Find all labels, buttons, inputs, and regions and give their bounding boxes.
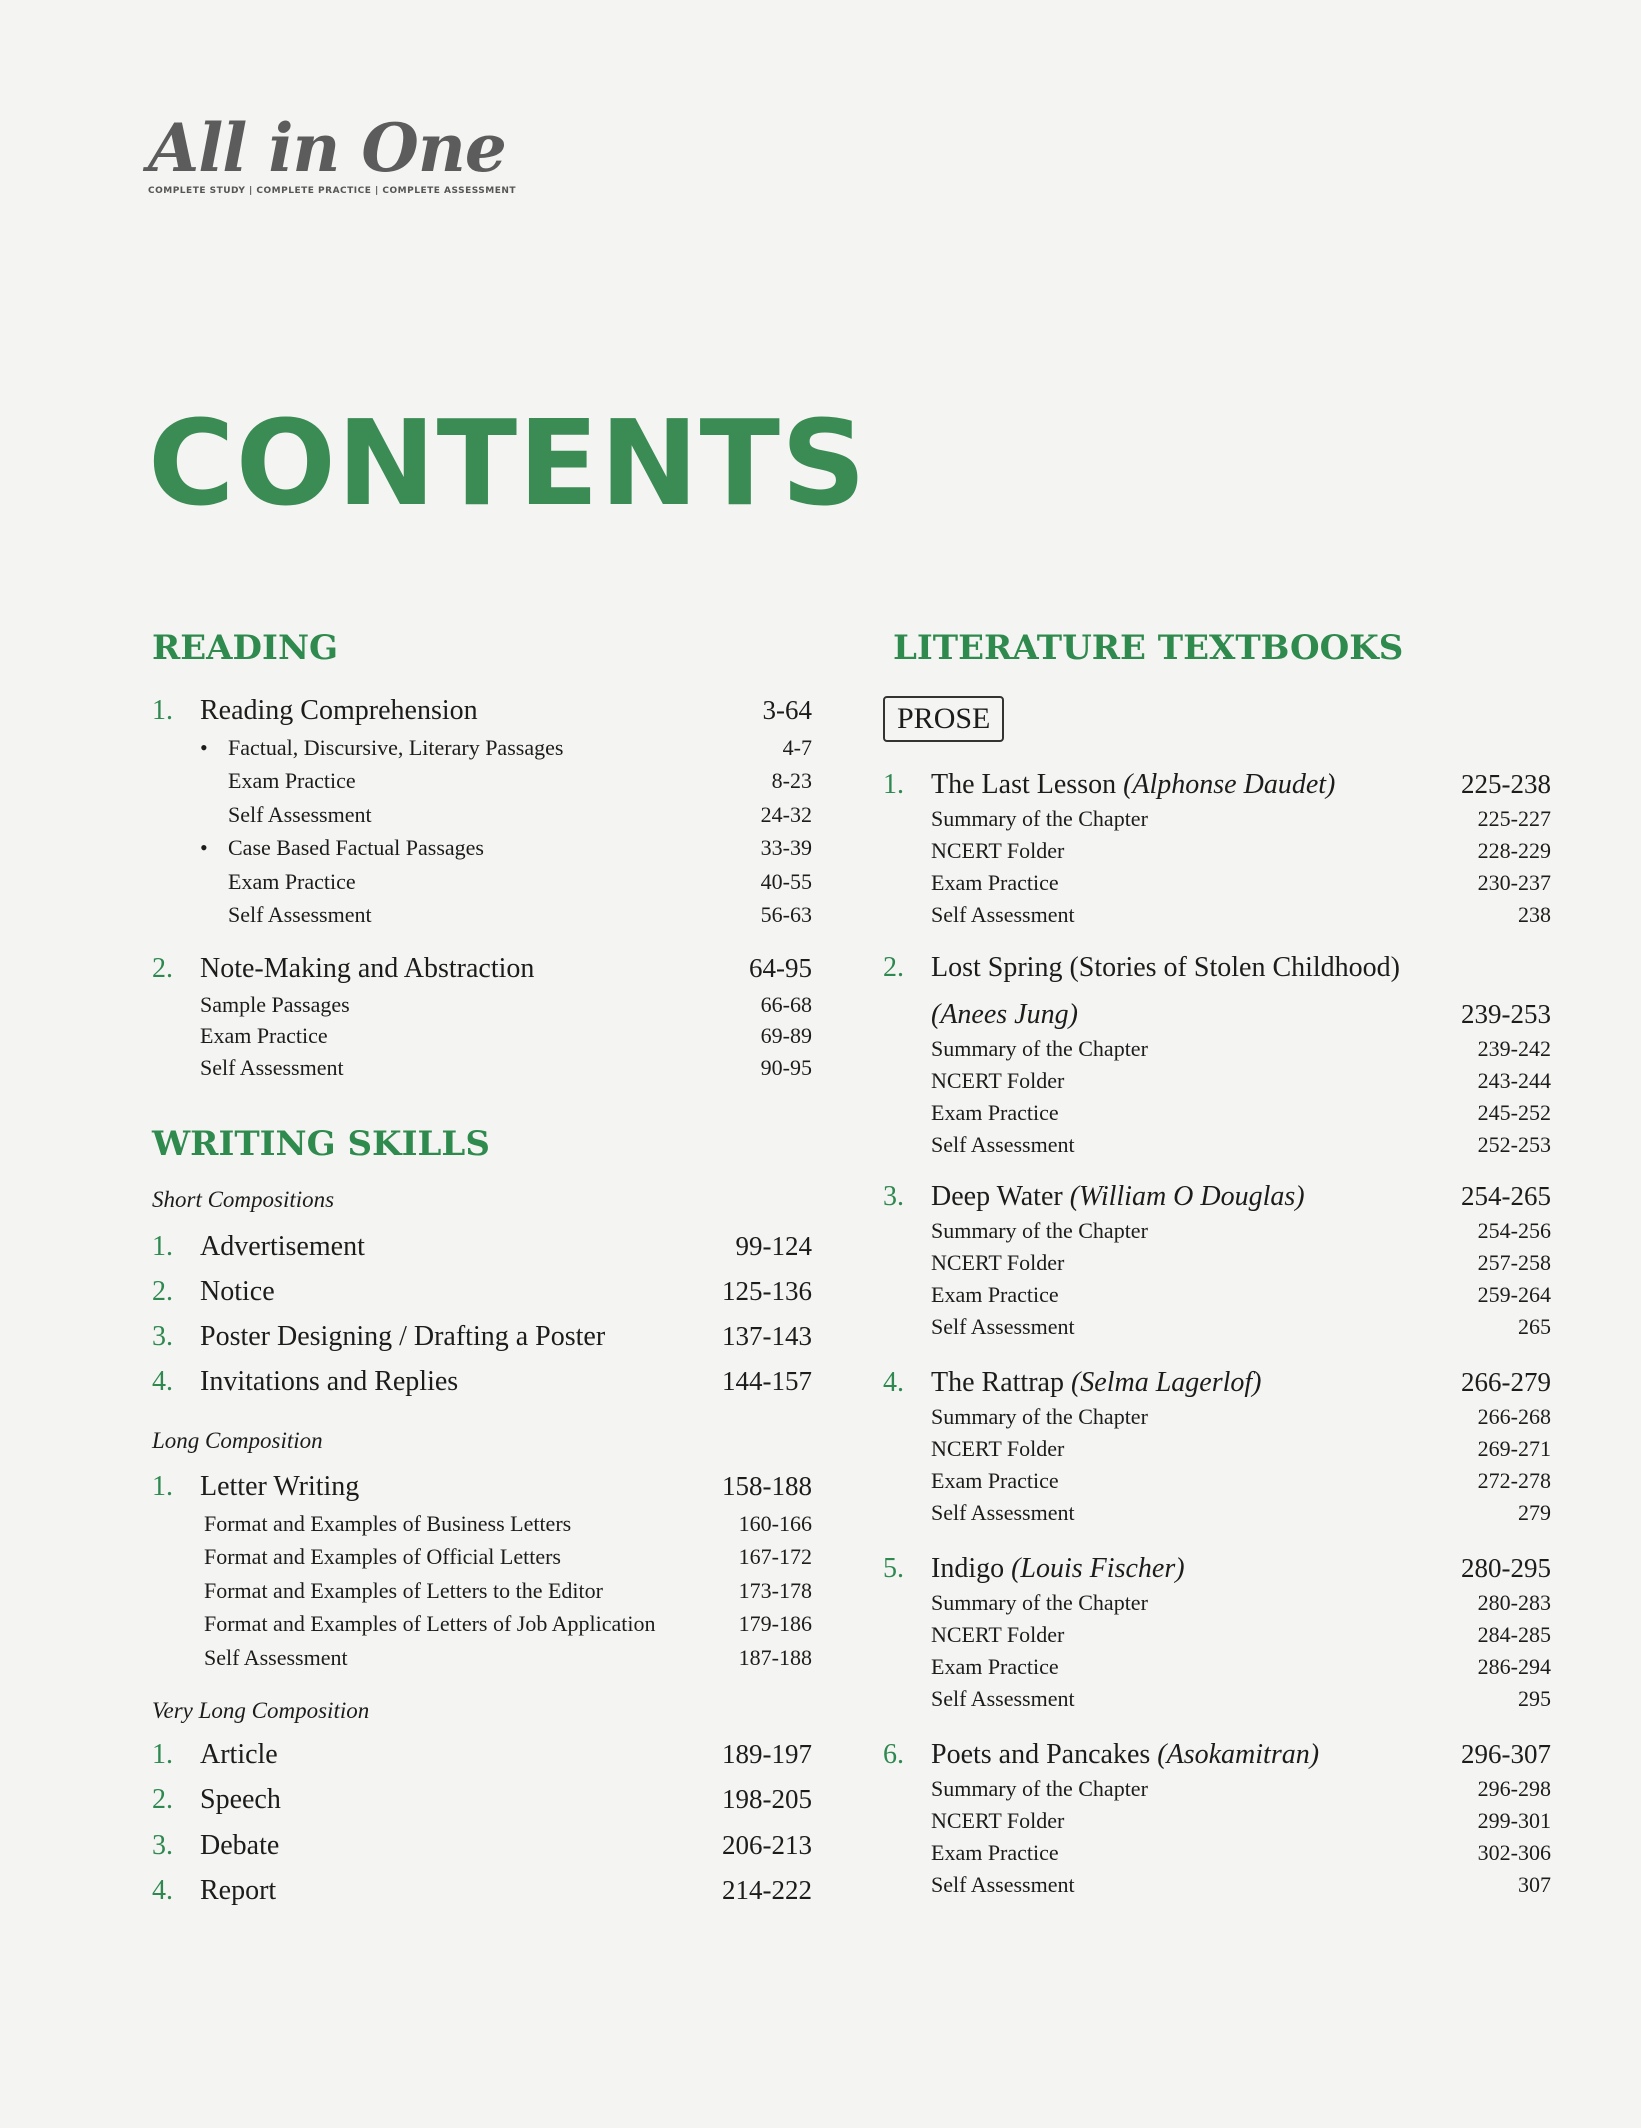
subentry-title: Self Assessment bbox=[204, 1645, 348, 1670]
entry-number: 1. bbox=[152, 1231, 173, 1262]
chapter-subentry[interactable] bbox=[883, 1098, 1551, 1128]
subentry-pages: 279 bbox=[1518, 1500, 1551, 1525]
toc-entry[interactable] bbox=[152, 1318, 812, 1355]
subentry-pages: 269-271 bbox=[1477, 1436, 1551, 1461]
subentry-pages: 239-242 bbox=[1477, 1036, 1551, 1061]
chapter-entry-author-line[interactable] bbox=[883, 996, 1551, 1033]
chapter-subentry[interactable] bbox=[883, 1248, 1551, 1278]
publisher-logo bbox=[148, 109, 517, 196]
subentry-pages: 225-227 bbox=[1477, 806, 1551, 831]
chapter-title-group bbox=[931, 767, 1461, 803]
chapter-subentry[interactable] bbox=[883, 804, 1551, 834]
entry-title: Notice bbox=[200, 1276, 275, 1307]
entry-pages: 137-143 bbox=[722, 1321, 812, 1351]
chapter-entry[interactable] bbox=[883, 1550, 1551, 1587]
short-compositions-label: Short Compositions bbox=[152, 1187, 335, 1212]
entry-pages: 144-157 bbox=[722, 1366, 812, 1396]
subentry-title: Self Assessment bbox=[931, 1872, 1075, 1897]
chapter-title-group bbox=[931, 1365, 1461, 1401]
very-long-composition-label: Very Long Composition bbox=[152, 1698, 370, 1723]
chapter-pages: 280-295 bbox=[1461, 1553, 1551, 1583]
chapter-subentry[interactable] bbox=[883, 836, 1551, 866]
chapter-number: 3. bbox=[883, 1181, 904, 1212]
subentry-title: Summary of the Chapter bbox=[931, 806, 1148, 831]
bullet-icon: • bbox=[200, 735, 208, 760]
entry-title: Advertisement bbox=[200, 1231, 365, 1262]
subentry-pages: 40-55 bbox=[760, 869, 812, 894]
subentry-title: Format and Examples of Letters of Job Application bbox=[204, 1611, 656, 1636]
subentry-pages: 56-63 bbox=[760, 902, 812, 927]
chapter-subentry[interactable] bbox=[883, 1216, 1551, 1246]
chapter-subentry[interactable] bbox=[883, 1838, 1551, 1868]
toc-entry[interactable] bbox=[152, 1363, 812, 1400]
chapter-subentry[interactable] bbox=[883, 1466, 1551, 1496]
subentry-title: Exam Practice bbox=[931, 1100, 1059, 1125]
logo-wordmark: All in One bbox=[148, 109, 506, 187]
toc-subentry[interactable] bbox=[152, 990, 812, 1020]
chapter-subentry[interactable] bbox=[883, 1402, 1551, 1432]
subentry-title: NCERT Folder bbox=[931, 1250, 1065, 1275]
chapter-subentry[interactable] bbox=[883, 1620, 1551, 1650]
subentry-pages: 296-298 bbox=[1477, 1776, 1551, 1801]
subentry-title: Summary of the Chapter bbox=[931, 1218, 1148, 1243]
chapter-number: 5. bbox=[883, 1553, 904, 1584]
subentry-title: Case Based Factual Passages bbox=[228, 835, 484, 860]
toc-entry[interactable] bbox=[152, 1273, 812, 1310]
subentry-pages: 302-306 bbox=[1477, 1840, 1551, 1865]
toc-subentry[interactable] bbox=[152, 833, 812, 863]
subentry-pages: 24-32 bbox=[760, 802, 812, 827]
chapter-author: (William O Douglas) bbox=[1069, 1181, 1305, 1212]
entry-number: 2. bbox=[152, 953, 173, 984]
reading-heading: READING bbox=[152, 628, 339, 668]
subentry-pages: 228-229 bbox=[1477, 838, 1551, 863]
entry-title: Invitations and Replies bbox=[200, 1366, 459, 1397]
literature-textbooks-heading: LITERATURE TEXTBOOKS bbox=[893, 628, 1404, 668]
subentry-pages: 295 bbox=[1518, 1686, 1551, 1711]
toc-subentry[interactable] bbox=[152, 1053, 812, 1083]
chapter-author: (Asokamitran) bbox=[1157, 1739, 1320, 1770]
subentry-pages: 299-301 bbox=[1477, 1808, 1551, 1833]
writing-skills-heading: WRITING SKILLS bbox=[152, 1124, 490, 1164]
chapter-title: The Last Lesson bbox=[931, 769, 1117, 800]
toc-subentry[interactable] bbox=[152, 800, 812, 830]
subentry-pages: 187-188 bbox=[738, 1645, 812, 1670]
toc-subentry[interactable] bbox=[152, 1509, 812, 1539]
toc-entry[interactable] bbox=[152, 1872, 812, 1909]
subentry-title: Self Assessment bbox=[200, 1055, 344, 1080]
subentry-title: Summary of the Chapter bbox=[931, 1776, 1148, 1801]
subentry-pages: 280-283 bbox=[1477, 1590, 1551, 1615]
subentry-title: Exam Practice bbox=[931, 1282, 1059, 1307]
chapter-title: Deep Water bbox=[931, 1181, 1063, 1212]
toc-subentry[interactable] bbox=[152, 766, 812, 796]
chapter-pages: 296-307 bbox=[1461, 1739, 1551, 1769]
chapter-subentry[interactable] bbox=[883, 1312, 1551, 1342]
entry-number: 4. bbox=[152, 1875, 173, 1906]
subentry-title: Self Assessment bbox=[931, 1132, 1075, 1157]
subentry-title: Self Assessment bbox=[931, 1500, 1075, 1525]
entry-pages: 198-205 bbox=[722, 1784, 812, 1814]
chapter-subentry[interactable] bbox=[883, 1130, 1551, 1160]
subentry-pages: 284-285 bbox=[1477, 1622, 1551, 1647]
subentry-title: Exam Practice bbox=[228, 869, 356, 894]
subentry-pages: 4-7 bbox=[782, 735, 812, 760]
entry-title: Reading Comprehension bbox=[200, 695, 478, 726]
entry-title: Speech bbox=[200, 1784, 281, 1815]
toc-entry[interactable] bbox=[152, 1468, 812, 1505]
chapter-title: Indigo bbox=[931, 1553, 1005, 1584]
subentry-title: Exam Practice bbox=[931, 870, 1059, 895]
entry-pages: 64-95 bbox=[749, 953, 812, 983]
entry-number: 1. bbox=[152, 1739, 173, 1770]
subentry-pages: 272-278 bbox=[1477, 1468, 1551, 1493]
subentry-title: Exam Practice bbox=[931, 1468, 1059, 1493]
subentry-pages: 257-258 bbox=[1477, 1250, 1551, 1275]
prose-label: PROSE bbox=[883, 696, 1004, 742]
chapter-subentry[interactable] bbox=[883, 1498, 1551, 1528]
toc-subentry[interactable] bbox=[152, 1609, 812, 1639]
toc-subentry[interactable] bbox=[152, 867, 812, 897]
chapter-pages: 225-238 bbox=[1461, 769, 1551, 799]
chapter-author: (Selma Lagerlof) bbox=[1070, 1367, 1262, 1398]
entry-pages: 3-64 bbox=[762, 695, 812, 725]
subentry-title: NCERT Folder bbox=[931, 1622, 1065, 1647]
chapter-pages: 239-253 bbox=[1461, 999, 1551, 1029]
chapter-subentry[interactable] bbox=[883, 1034, 1551, 1064]
chapter-number: 4. bbox=[883, 1367, 904, 1398]
subentry-pages: 90-95 bbox=[760, 1055, 812, 1080]
entry-pages: 214-222 bbox=[722, 1875, 812, 1905]
chapter-title-group bbox=[931, 1179, 1461, 1215]
toc-entry[interactable] bbox=[152, 1228, 812, 1265]
chapter-subentry[interactable] bbox=[883, 1870, 1551, 1900]
subentry-title: Summary of the Chapter bbox=[931, 1590, 1148, 1615]
entry-number: 3. bbox=[152, 1321, 173, 1352]
subentry-pages: 160-166 bbox=[738, 1511, 812, 1536]
chapter-entry[interactable] bbox=[883, 766, 1551, 803]
subentry-pages: 243-244 bbox=[1477, 1068, 1551, 1093]
page-title: CONTENTS bbox=[148, 394, 867, 532]
chapter-subentry[interactable] bbox=[883, 1774, 1551, 1804]
toc-subentry[interactable] bbox=[152, 733, 812, 763]
toc-entry[interactable] bbox=[152, 1736, 812, 1773]
toc-subentry[interactable] bbox=[152, 1643, 812, 1673]
subentry-pages: 245-252 bbox=[1477, 1100, 1551, 1125]
subentry-pages: 307 bbox=[1518, 1872, 1551, 1897]
toc-subentry[interactable] bbox=[152, 1576, 812, 1606]
subentry-title: Sample Passages bbox=[200, 992, 350, 1017]
entry-number: 3. bbox=[152, 1830, 173, 1861]
chapter-title: The Rattrap bbox=[931, 1367, 1064, 1398]
chapter-title-group bbox=[931, 1737, 1461, 1773]
subentry-title: Exam Practice bbox=[931, 1654, 1059, 1679]
chapter-subentry[interactable] bbox=[883, 868, 1551, 898]
entry-pages: 189-197 bbox=[722, 1739, 812, 1769]
chapter-subentry[interactable] bbox=[883, 900, 1551, 930]
subentry-title: Format and Examples of Letters to the Editor bbox=[204, 1578, 603, 1603]
subentry-pages: 66-68 bbox=[760, 992, 812, 1017]
chapter-number: 2. bbox=[883, 952, 904, 983]
chapter-subentry[interactable] bbox=[883, 1652, 1551, 1682]
chapter-author: (Louis Fischer) bbox=[1011, 1553, 1185, 1584]
chapter-entry[interactable] bbox=[883, 1736, 1551, 1773]
subentry-title: Summary of the Chapter bbox=[931, 1036, 1148, 1061]
subentry-title: NCERT Folder bbox=[931, 1436, 1065, 1461]
subentry-pages: 230-237 bbox=[1477, 870, 1551, 895]
subentry-title: Self Assessment bbox=[931, 1686, 1075, 1711]
entry-pages: 206-213 bbox=[722, 1830, 812, 1860]
chapter-title-group bbox=[931, 1551, 1461, 1587]
chapter-subentry[interactable] bbox=[883, 1806, 1551, 1836]
entry-number: 2. bbox=[152, 1784, 173, 1815]
entry-title: Poster Designing / Drafting a Poster bbox=[200, 1321, 606, 1352]
chapter-author: (Alphonse Daudet) bbox=[1123, 769, 1336, 800]
bullet-icon: • bbox=[200, 835, 208, 860]
subentry-title: NCERT Folder bbox=[931, 1068, 1065, 1093]
entry-pages: 158-188 bbox=[722, 1471, 812, 1501]
subentry-pages: 69-89 bbox=[760, 1023, 812, 1048]
entry-pages: 125-136 bbox=[722, 1276, 812, 1306]
subentry-title: Self Assessment bbox=[228, 902, 372, 927]
toc-subentry[interactable] bbox=[152, 1021, 812, 1051]
subentry-title: Exam Practice bbox=[931, 1840, 1059, 1865]
subentry-pages: 254-256 bbox=[1477, 1218, 1551, 1243]
entry-title: Debate bbox=[200, 1830, 280, 1861]
chapter-entry[interactable] bbox=[883, 950, 1551, 986]
entry-number: 1. bbox=[152, 695, 173, 726]
subentry-pages: 265 bbox=[1518, 1314, 1551, 1339]
toc-subentry[interactable] bbox=[152, 1542, 812, 1572]
subentry-title: Self Assessment bbox=[228, 802, 372, 827]
entry-number: 4. bbox=[152, 1366, 173, 1397]
subentry-title: Format and Examples of Official Letters bbox=[204, 1544, 561, 1569]
subentry-title: Summary of the Chapter bbox=[931, 1404, 1148, 1429]
chapter-entry[interactable] bbox=[883, 1364, 1551, 1401]
logo-tagline: COMPLETE STUDY | COMPLETE PRACTICE | COMPLETE ASSESSMENT bbox=[148, 186, 517, 196]
chapter-author: (Anees Jung) bbox=[931, 999, 1078, 1030]
chapter-subentry[interactable] bbox=[883, 1066, 1551, 1096]
chapter-title-group bbox=[931, 950, 1551, 986]
subentry-title: Factual, Discursive, Literary Passages bbox=[228, 735, 564, 760]
subentry-pages: 286-294 bbox=[1477, 1654, 1551, 1679]
chapter-number: 1. bbox=[883, 769, 904, 800]
subentry-title: Exam Practice bbox=[200, 1023, 328, 1048]
subentry-title: NCERT Folder bbox=[931, 838, 1065, 863]
subentry-title: Format and Examples of Business Letters bbox=[204, 1511, 572, 1536]
toc-entry[interactable] bbox=[152, 1781, 812, 1818]
chapter-subentry[interactable] bbox=[883, 1684, 1551, 1714]
toc-entry[interactable] bbox=[152, 1827, 812, 1864]
chapter-entry[interactable] bbox=[883, 1178, 1551, 1215]
subentry-pages: 266-268 bbox=[1477, 1404, 1551, 1429]
chapter-pages: 266-279 bbox=[1461, 1367, 1551, 1397]
subentry-pages: 33-39 bbox=[760, 835, 812, 860]
chapter-pages: 254-265 bbox=[1461, 1181, 1551, 1211]
toc-subentry[interactable] bbox=[152, 900, 812, 930]
subentry-pages: 252-253 bbox=[1477, 1132, 1551, 1157]
chapter-title: Lost Spring (Stories of Stolen Childhood) bbox=[931, 952, 1400, 983]
entry-number: 1. bbox=[152, 1471, 173, 1502]
subentry-title: NCERT Folder bbox=[931, 1808, 1065, 1833]
toc-entry[interactable] bbox=[152, 692, 812, 729]
chapter-subentry[interactable] bbox=[883, 1280, 1551, 1310]
subentry-title: Self Assessment bbox=[931, 902, 1075, 927]
entry-title: Letter Writing bbox=[200, 1471, 360, 1502]
subentry-pages: 259-264 bbox=[1477, 1282, 1551, 1307]
subentry-pages: 173-178 bbox=[738, 1578, 812, 1603]
entry-title: Note-Making and Abstraction bbox=[200, 953, 535, 984]
subentry-pages: 8-23 bbox=[771, 768, 812, 793]
entry-title: Article bbox=[200, 1739, 278, 1770]
chapter-number: 6. bbox=[883, 1739, 904, 1770]
toc-entry[interactable] bbox=[152, 950, 812, 987]
entry-title: Report bbox=[200, 1875, 277, 1906]
entry-pages: 99-124 bbox=[735, 1231, 812, 1261]
entry-number: 2. bbox=[152, 1276, 173, 1307]
chapter-subentry[interactable] bbox=[883, 1434, 1551, 1464]
chapter-subentry[interactable] bbox=[883, 1588, 1551, 1618]
long-composition-label: Long Composition bbox=[152, 1428, 323, 1453]
subentry-title: Exam Practice bbox=[228, 768, 356, 793]
subentry-title: Self Assessment bbox=[931, 1314, 1075, 1339]
chapter-title: Poets and Pancakes bbox=[931, 1739, 1151, 1770]
subentry-pages: 238 bbox=[1518, 902, 1551, 927]
subentry-pages: 167-172 bbox=[738, 1544, 812, 1569]
subentry-pages: 179-186 bbox=[738, 1611, 812, 1636]
